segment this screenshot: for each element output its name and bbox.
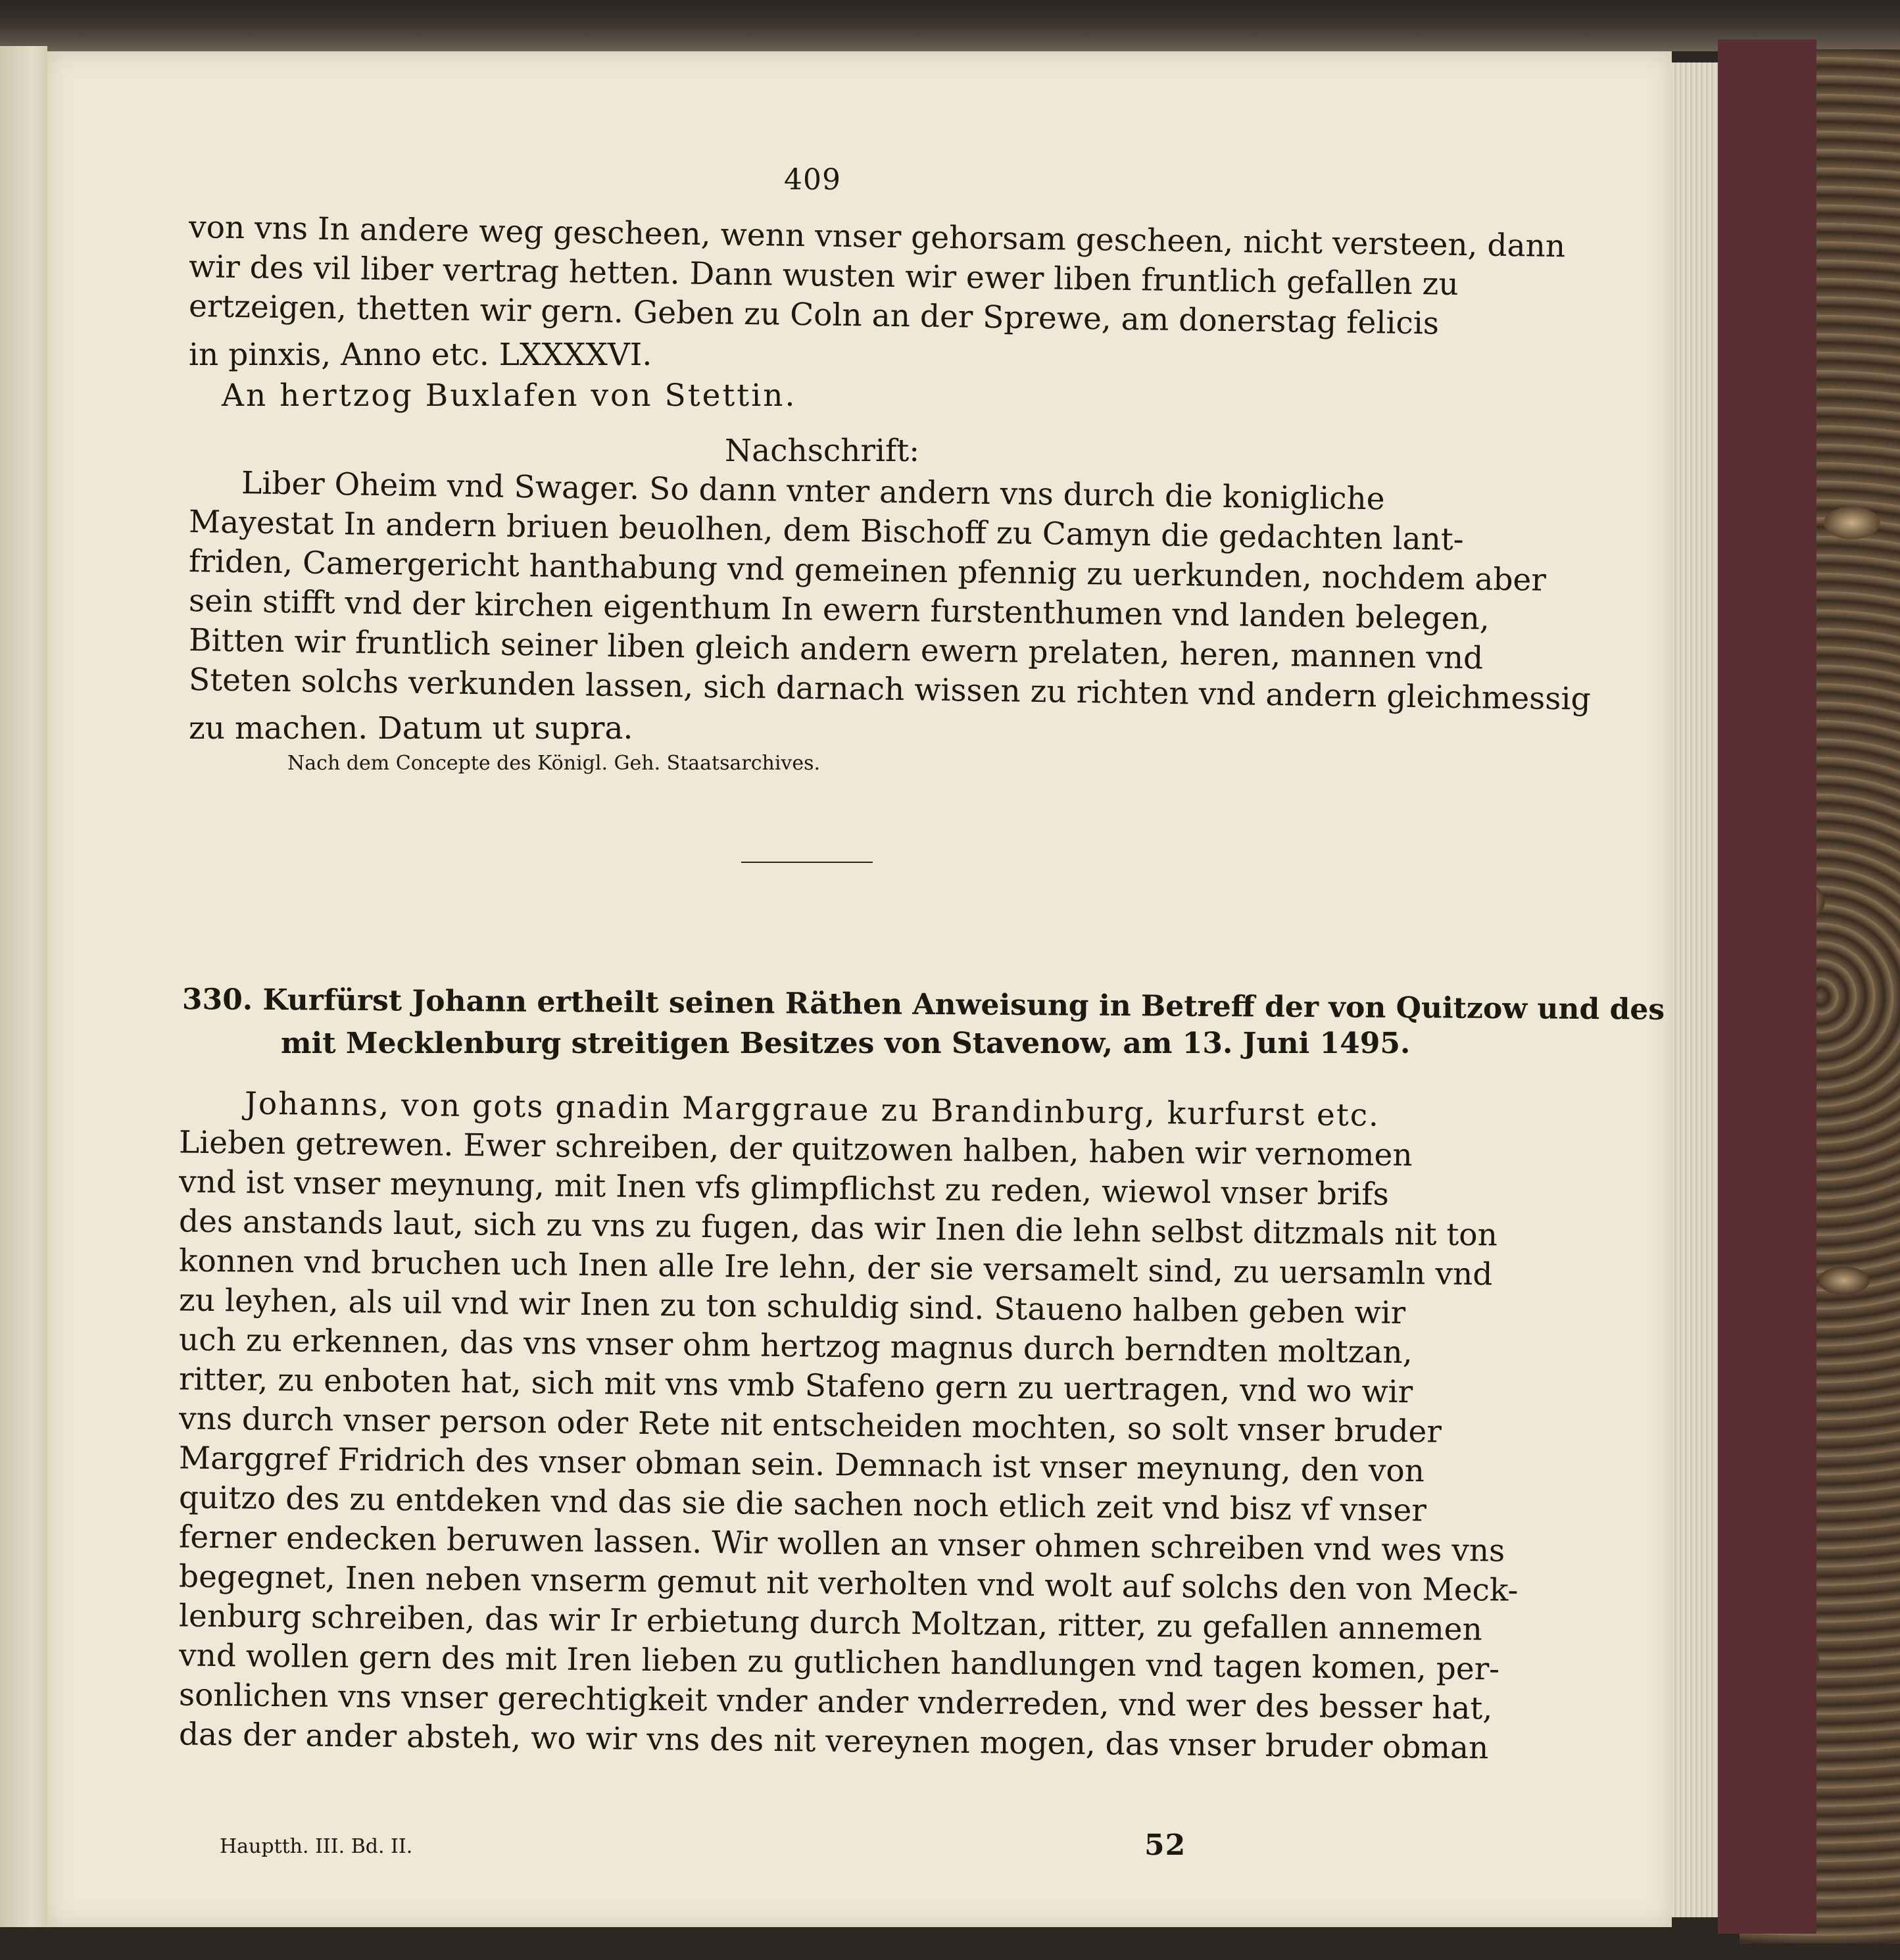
text-line: wir des vil liber vertrag hetten. Dann wusten wir ewer liben fruntlich gefallen zu — [188, 249, 1459, 303]
footer-volume: Hauptth. III. Bd. II. — [220, 1835, 413, 1858]
text-line: uch zu erkennen, das vns vnser ohm hertzog magnus durch berndten moltzan, — [178, 1321, 1413, 1371]
text-line: vnd wollen gern des mit Iren lieben zu gutlichen handlungen vnd tagen komen, per- — [178, 1637, 1500, 1688]
text-line: lenburg schreiben, das wir Ir erbietung durch Moltzan, ritter, zu gefallen annemen — [178, 1598, 1483, 1648]
text-line: das der ander absteh, wo wir vns des nit vereynen mogen, das vnser bruder obman — [178, 1716, 1489, 1767]
text-line: Liber Oheim vnd Swager. So dann vnter andern vns durch die konigliche — [241, 465, 1385, 518]
text-line: Marggref Fridrich des vnser obman sein. Demnach ist vnser meynung, den von — [178, 1440, 1425, 1490]
facing-page-edge — [0, 46, 47, 1927]
document-body — [178, 1085, 1519, 1767]
letter-continuation — [188, 209, 1566, 375]
text-line: Johanns, von gots gnadin Marggraue zu Brandinburg, kurfurst etc. — [244, 1085, 1380, 1134]
footer-signature: 52 — [1144, 1828, 1186, 1862]
text-line: begegnet, Inen neben vnserm gemut nit verholten vnd wolt auf solchs den von Meck- — [178, 1558, 1519, 1609]
postscript-heading: Nachschrift: — [725, 433, 920, 469]
section-divider — [741, 862, 873, 863]
text-line: des anstands laut, sich zu vns zu fugen, das wir Inen die lehn selbst ditzmals nit ton — [178, 1203, 1498, 1254]
text-line: konnen vnd bruchen uch Inen alle Ire lehn, der sie versamelt sind, zu uersamln vnd — [178, 1242, 1493, 1293]
text-line: von vns In andere weg gescheen, wenn vnser gehorsam gescheen, nicht versteen, dann — [188, 209, 1566, 265]
text-line: ertzeigen, thetten wir gern. Geben zu Coln an der Sprewe, am donerstag felicis — [188, 288, 1440, 342]
page-number: 409 — [784, 163, 841, 197]
text-line: vnd ist vnser meynung, mit Inen vfs glimpflichst zu reden, wiewol vnser brifs — [178, 1164, 1390, 1213]
text-line: quitzo des zu entdeken vnd das sie die sachen noch etlich zeit vnd bisz vf vnser — [178, 1479, 1427, 1529]
text-line: in pinxis, Anno etc. LXXXXVI. — [189, 337, 652, 373]
text-line: sein stifft vnd der kirchen eigenthum In ewern furstenthumen vnd landen belegen, — [188, 583, 1490, 637]
text-line: ferner endecken beruwen lassen. Wir wollen an vnser ohmen schreiben vnd wes vns — [178, 1519, 1505, 1569]
postscript — [188, 465, 1592, 748]
text-line: Steten solchs verkunden lassen, sich darnach wissen zu richten vnd andern gleichmessig — [188, 662, 1592, 718]
heading-line: mit Mecklenburg streitigen Besitzes von Stavenow, am 13. Juni 1495. — [281, 1027, 1411, 1060]
text-line: Lieben getrewen. Ewer schreiben, der quitzowen halben, haben wir vernomen — [178, 1124, 1413, 1174]
text-line: friden, Camergericht hanthabung vnd gemeinen pfennig zu uerkunden, nochdem aber — [188, 543, 1547, 599]
book-cover-edge — [1718, 39, 1816, 1934]
text-line: Mayestat In andern briuen beuolhen, dem Bischoff zu Camyn die gedachten lant- — [188, 504, 1465, 558]
book-page — [47, 51, 1672, 1927]
document-heading — [182, 983, 1665, 1064]
heading-line: 330. Kurfürst Johann ertheilt seinen Räthen Anweisung in Betreff der von Quitzow und des — [182, 983, 1665, 1027]
text-line: sonlichen vns vnser gerechtigkeit vnder ander vnderreden, vnd wer des besser hat, — [178, 1677, 1493, 1727]
text-line: vns durch vnser person oder Rete nit entscheiden mochten, so solt vnser bruder — [178, 1400, 1442, 1450]
address-line: An hertzog Buxlafen von Stettin. — [222, 378, 797, 414]
text-line: Bitten wir fruntlich seiner liben gleich andern ewern prelaten, heren, mannen vnd — [188, 622, 1484, 677]
text-line: zu leyhen, als uil vnd wir Inen zu ton schuldig sind. Staueno halben geben wir — [178, 1282, 1406, 1332]
book-top-edge — [0, 0, 1900, 51]
text-line: ritter, zu enboten hat, sich mit vns vmb Stafeno gern zu uertragen, vnd wo wir — [178, 1361, 1413, 1411]
page-block-edges — [1672, 62, 1718, 1917]
source-note: Nach dem Concepte des Königl. Geh. Staatsarchives. — [287, 752, 821, 775]
text-line: zu machen. Datum ut supra. — [189, 710, 633, 747]
